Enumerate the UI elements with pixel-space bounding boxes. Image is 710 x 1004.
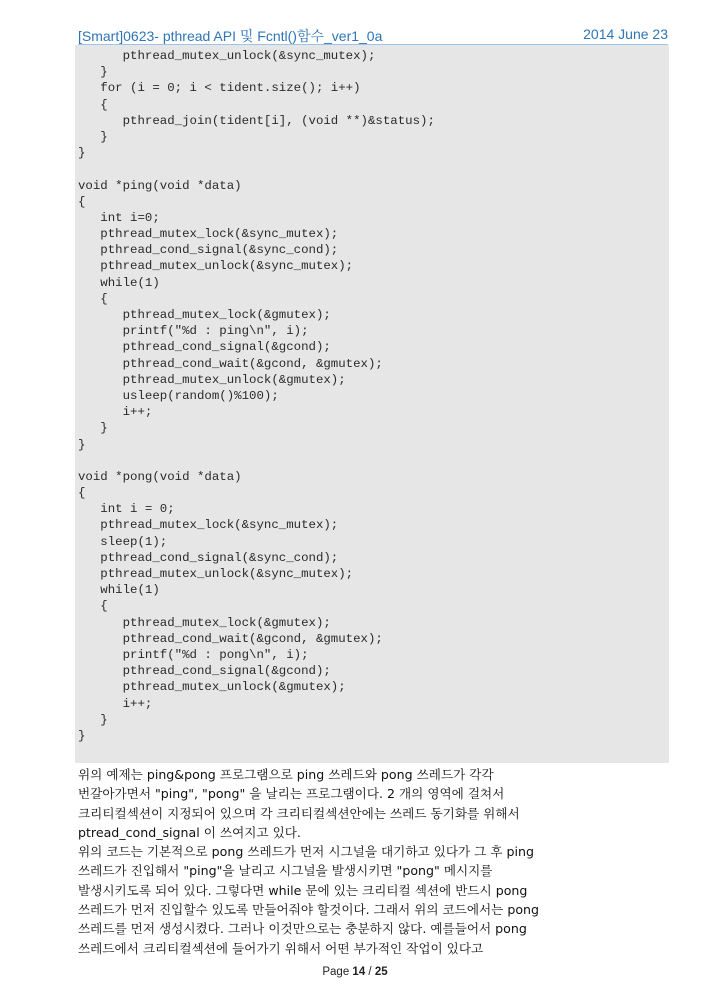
paragraph-line: 위의 예제는 ping&pong 프로그램으로 ping 쓰레드와 pong 쓰레드가 각각 (78, 767, 494, 782)
code-line: pthread_mutex_lock(&gmutex); (78, 615, 331, 630)
code-line: } (78, 65, 108, 80)
code-line: void *pong(void *data) (78, 469, 242, 484)
total-pages-number: 25 (374, 966, 388, 978)
code-line (75, 453, 669, 469)
code-line: while(1) (78, 583, 160, 598)
code-line: } (78, 146, 86, 161)
code-line: printf("%d : pong\n", i); (78, 647, 309, 662)
code-line: } (78, 728, 86, 743)
code-line: pthread_mutex_unlock(&sync_mutex); (78, 259, 354, 274)
paragraph-line: 쓰레드를 먼저 생성시켰다. 그러나 이것만으로는 충분하지 않다. 예를들어서 pong (78, 921, 527, 937)
code-line: int i=0; (78, 210, 160, 225)
code-line: } (78, 437, 86, 452)
page-header (78, 24, 668, 46)
code-line: { (78, 486, 86, 501)
document-date: 2014 June 23 (583, 26, 668, 42)
code-line: pthread_cond_wait(&gcond, &gmutex); (78, 631, 383, 646)
paragraph-line: 쓰레드에서 크리티컬섹션에 들어가기 위해서 어떤 부가적인 작업이 있다고 (78, 940, 484, 956)
code-line: { (78, 291, 108, 306)
code-line: pthread_cond_wait(&gcond, &gmutex); (78, 356, 383, 371)
code-line: { (78, 97, 108, 112)
code-line: pthread_join(tident[i], (void **)&status); (78, 113, 435, 128)
paragraph-line: 크리티컬섹션이 지정되어 있으며 각 크리티컬섹션안에는 쓰레드 동기화를 위해서 (78, 805, 520, 821)
page-label: Page (322, 966, 350, 978)
code-line: i++; (78, 405, 153, 420)
code-line: pthread_mutex_unlock(&sync_mutex); (78, 49, 376, 63)
paragraph-line: ptread_cond_signal 이 쓰여지고 있다. (78, 824, 301, 840)
code-line: usleep(random()%100); (78, 388, 279, 403)
code-line: int i = 0; (78, 502, 175, 517)
code-line: { (78, 599, 108, 614)
code-line (75, 161, 669, 177)
code-line: pthread_mutex_unlock(&sync_mutex); (78, 567, 354, 581)
code-line: pthread_cond_signal(&sync_cond); (78, 550, 339, 565)
code-line: pthread_cond_signal(&sync_cond); (78, 243, 339, 258)
code-line: pthread_cond_signal(&gcond); (78, 340, 331, 355)
code-line: for (i = 0; i < tident.size(); i++) (78, 81, 361, 96)
code-line: pthread_mutex_lock(&gmutex); (78, 308, 331, 322)
code-line: } (78, 421, 108, 436)
document-title: [Smart]0623- pthread API 및 Fcntl()함수_ver1_0a (78, 28, 383, 44)
code-line: i++; (78, 696, 153, 711)
code-line: sleep(1); (78, 534, 168, 549)
paragraph-line: 발생시키도록 되어 있다. 그렇다면 while 문에 있는 크리티컬 섹션에 반드시 pong (78, 882, 528, 898)
page-footer (0, 966, 710, 978)
paragraph-line: 쓰레드가 먼저 진입할수 있도록 만들어줘야 할것이다. 그래서 위의 코드에서는 pong (78, 902, 540, 918)
code-line: pthread_cond_signal(&gcond); (78, 664, 331, 679)
code-line: void *ping(void *data) (78, 178, 242, 193)
code-line: pthread_mutex_unlock(&gmutex); (78, 680, 346, 695)
code-line: pthread_mutex_unlock(&gmutex); (78, 372, 346, 387)
code-line: pthread_mutex_lock(&sync_mutex); (78, 227, 339, 242)
code-line: printf("%d : ping\n", i); (78, 324, 309, 339)
paragraph-line: 위의 코드는 기본적으로 pong 쓰레드가 먼저 시그널을 대기하고 있다가 그 후 ping (78, 844, 534, 860)
code-line: { (78, 194, 86, 209)
code-line: while(1) (78, 275, 160, 290)
paragraph-line: 번갈아가면서 "ping", "pong" 을 날리는 프로그램이다. 2 개의 영역에 걸쳐서 (78, 786, 505, 802)
current-page-number: 14 (352, 966, 366, 978)
paragraph-line: 쓰레드가 진입해서 "ping"을 날리고 시그널을 발생시키면 "pong" 메시지를 (78, 863, 493, 879)
body-text (78, 765, 678, 958)
page-separator: / (368, 966, 372, 978)
code-line: } (78, 712, 108, 727)
code-block (75, 45, 669, 763)
code-line: pthread_mutex_lock(&sync_mutex); (78, 518, 339, 533)
code-line: } (78, 129, 108, 144)
